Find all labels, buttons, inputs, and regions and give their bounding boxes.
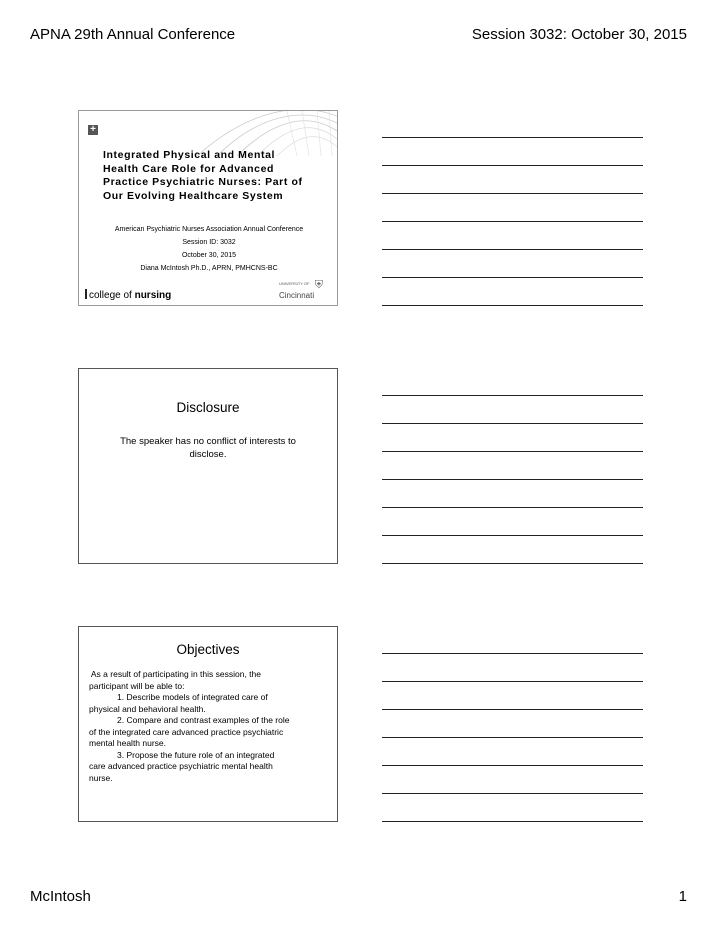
slide-disclosure	[78, 368, 338, 564]
title-line: Integrated Physical and Mental	[103, 149, 276, 161]
objective-line: 3. Propose the future role of an integrated	[117, 749, 275, 760]
objective-line: 1. Describe models of integrated care of	[117, 692, 268, 702]
note-line	[382, 653, 643, 654]
intro-line: participant will be able to:	[89, 680, 185, 691]
university-small: UNIVERSITY OF	[279, 281, 310, 286]
body-line: disclose.	[189, 449, 227, 460]
note-line	[382, 221, 643, 222]
note-line	[382, 765, 643, 766]
slide-title	[78, 110, 338, 306]
note-line	[382, 681, 643, 682]
university-logo	[279, 279, 329, 303]
university-name: Cincinnati	[279, 291, 315, 300]
note-line	[382, 479, 643, 480]
subtitle-line: Diana McIntosh Ph.D., APRN, PMHCNS-BC	[140, 265, 278, 272]
note-line	[382, 451, 643, 452]
title-line: Health Care Role for Advanced	[103, 162, 275, 175]
body-line: The speaker has no conflict of interests to	[120, 436, 296, 447]
note-line	[382, 193, 643, 194]
objective-line: nurse.	[89, 772, 113, 783]
shield-icon: ⛨	[314, 279, 323, 291]
objective-line: physical and behavioral health.	[89, 703, 206, 714]
header-conference: APNA 29th Annual Conference	[30, 26, 236, 43]
note-line	[382, 507, 643, 508]
logo-bold: nursing	[134, 290, 172, 301]
note-line	[382, 305, 643, 306]
title-line: Practice Psychiatric Nurses: Part of	[103, 176, 303, 188]
slide-objectives	[78, 626, 338, 822]
note-line	[382, 137, 643, 138]
note-line	[382, 793, 643, 794]
note-line	[382, 737, 643, 738]
note-line	[382, 821, 643, 822]
subtitle-line: October 30, 2015	[181, 252, 237, 259]
note-line	[382, 277, 643, 278]
slide1-title	[103, 149, 335, 203]
note-line	[382, 423, 643, 424]
logo-prefix: college of	[89, 290, 135, 301]
note-line	[382, 249, 643, 250]
objective-line: of the integrated care advanced practice psychiatric	[89, 726, 284, 737]
intro-line: As a result of participating in this session, the	[89, 669, 261, 679]
subtitle-line: Session ID: 3032	[182, 239, 236, 246]
subtitle-line: American Psychiatric Nurses Association Annual Conference	[114, 226, 304, 233]
note-line	[382, 535, 643, 536]
note-line	[382, 563, 643, 564]
note-line	[382, 165, 643, 166]
slide2-title: Disclosure	[176, 400, 240, 415]
college-of-nursing-logo	[85, 289, 171, 301]
slide3-body	[89, 669, 329, 784]
note-line	[382, 709, 643, 710]
slide2-body	[99, 435, 317, 461]
objective-line: mental health nurse.	[89, 738, 167, 748]
title-line: Our Evolving Healthcare System	[103, 189, 284, 202]
footer-author: McIntosh	[30, 888, 91, 905]
note-line	[382, 395, 643, 396]
objective-line: 2. Compare and contrast examples of the role	[117, 715, 290, 725]
objective-line: care advanced practice psychiatric mental health	[89, 761, 273, 771]
header-session: Session 3032: October 30, 2015	[471, 26, 687, 43]
slide3-title: Objectives	[176, 642, 240, 657]
page-number: 1	[678, 888, 687, 905]
plus-icon: +	[88, 125, 98, 135]
